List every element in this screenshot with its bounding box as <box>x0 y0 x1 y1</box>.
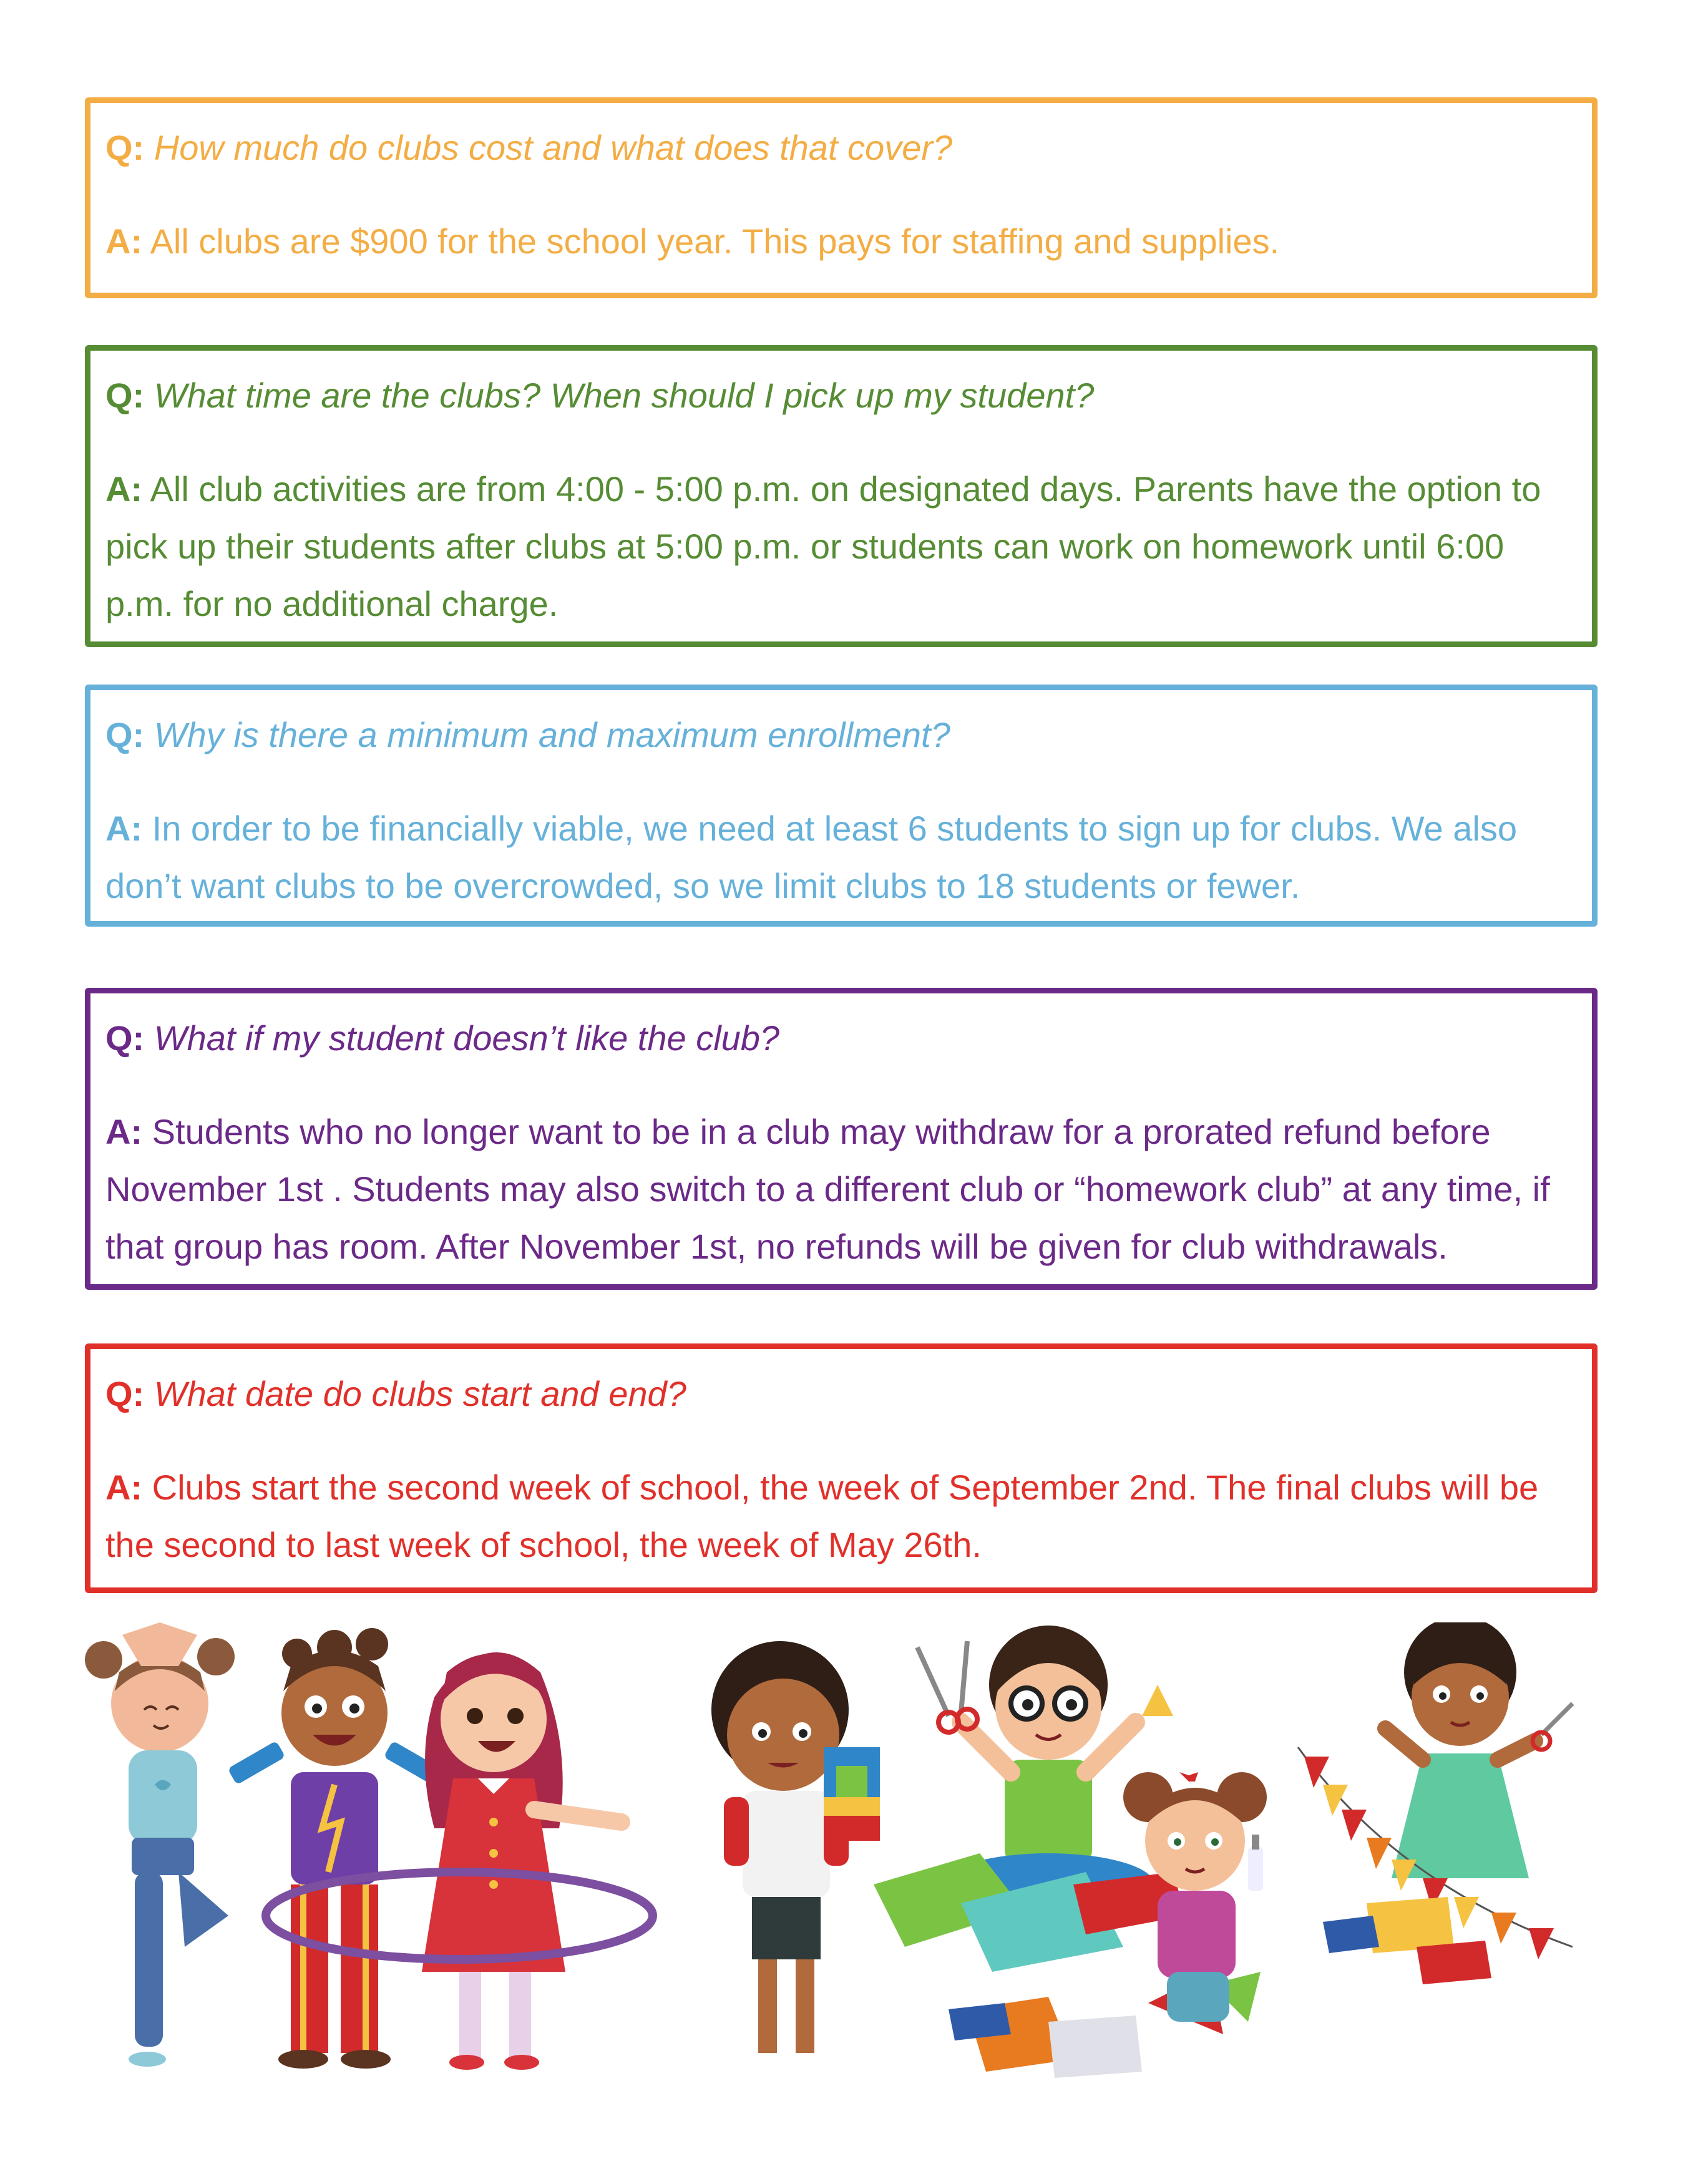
question-label: Q: <box>105 715 145 754</box>
answer-text: Students who no longer want to be in a club may withdraw for a prorated refund before November 1st . Students may also switch to a different club or “homework club” at any time, if that group has room. After November 1st, no refunds will be given for club withdrawals. <box>105 1112 1550 1266</box>
faq-box-dislike <box>85 988 1598 1290</box>
answer-label: A: <box>105 222 143 261</box>
faq-answer <box>105 1103 1577 1275</box>
yoga-girl-figure <box>85 1622 235 2067</box>
faq-answer <box>105 800 1577 915</box>
faq-question <box>105 1365 1577 1423</box>
question-text: What time are the clubs? When should I pick up my student? <box>154 376 1095 415</box>
question-label: Q: <box>105 1018 145 1058</box>
faq-question <box>105 119 1577 177</box>
craft-kids-illustration <box>699 1622 1604 2084</box>
faq-question <box>105 367 1577 424</box>
answer-label: A: <box>105 809 143 848</box>
faq-answer <box>105 461 1577 633</box>
faq-box-enrollment <box>85 685 1598 927</box>
question-text: What if my student doesn’t like the club? <box>154 1018 780 1058</box>
question-label: Q: <box>105 128 145 167</box>
bunting-girl-figure <box>1385 1622 1573 1878</box>
answer-text: All clubs are $900 for the school year. This pays for staffing and supplies. <box>150 222 1280 261</box>
answer-label: A: <box>105 1112 143 1151</box>
dumbbell-boy-figure <box>228 1628 442 2069</box>
faq-answer <box>105 1459 1577 1574</box>
faq-box-time <box>85 345 1598 647</box>
answer-text: All club activities are from 4:00 - 5:00 p.m. on designated days. Parents have the option to pick up their students after clubs at 5:00 p.m. or students can work on homework until 6:00 p.m. for no additional charge. <box>105 469 1541 623</box>
question-label: Q: <box>105 376 145 415</box>
answer-label: A: <box>105 1468 143 1507</box>
faq-box-cost <box>85 97 1598 298</box>
question-label: Q: <box>105 1374 145 1413</box>
question-text: How much do clubs cost and what does that cover? <box>154 128 953 167</box>
question-text: What date do clubs start and end? <box>154 1374 686 1413</box>
faq-answer <box>105 213 1577 270</box>
faq-question <box>105 1010 1577 1067</box>
question-text: Why is there a minimum and maximum enrollment? <box>154 715 950 754</box>
active-kids-illustration <box>85 1622 665 2084</box>
answer-label: A: <box>105 469 143 509</box>
faq-box-dates <box>85 1343 1598 1593</box>
answer-text: In order to be financially viable, we need at least 6 students to sign up for clubs. We also don’t want clubs to be overcrowded, so we limit clubs to 18 students or fewer. <box>105 809 1517 905</box>
answer-text: Clubs start the second week of school, the week of September 2nd. The final clubs will be the second to last week of school, the week of May 26th. <box>105 1468 1539 1564</box>
block-castle-boy-figure <box>711 1641 880 2053</box>
faq-question <box>105 706 1577 764</box>
